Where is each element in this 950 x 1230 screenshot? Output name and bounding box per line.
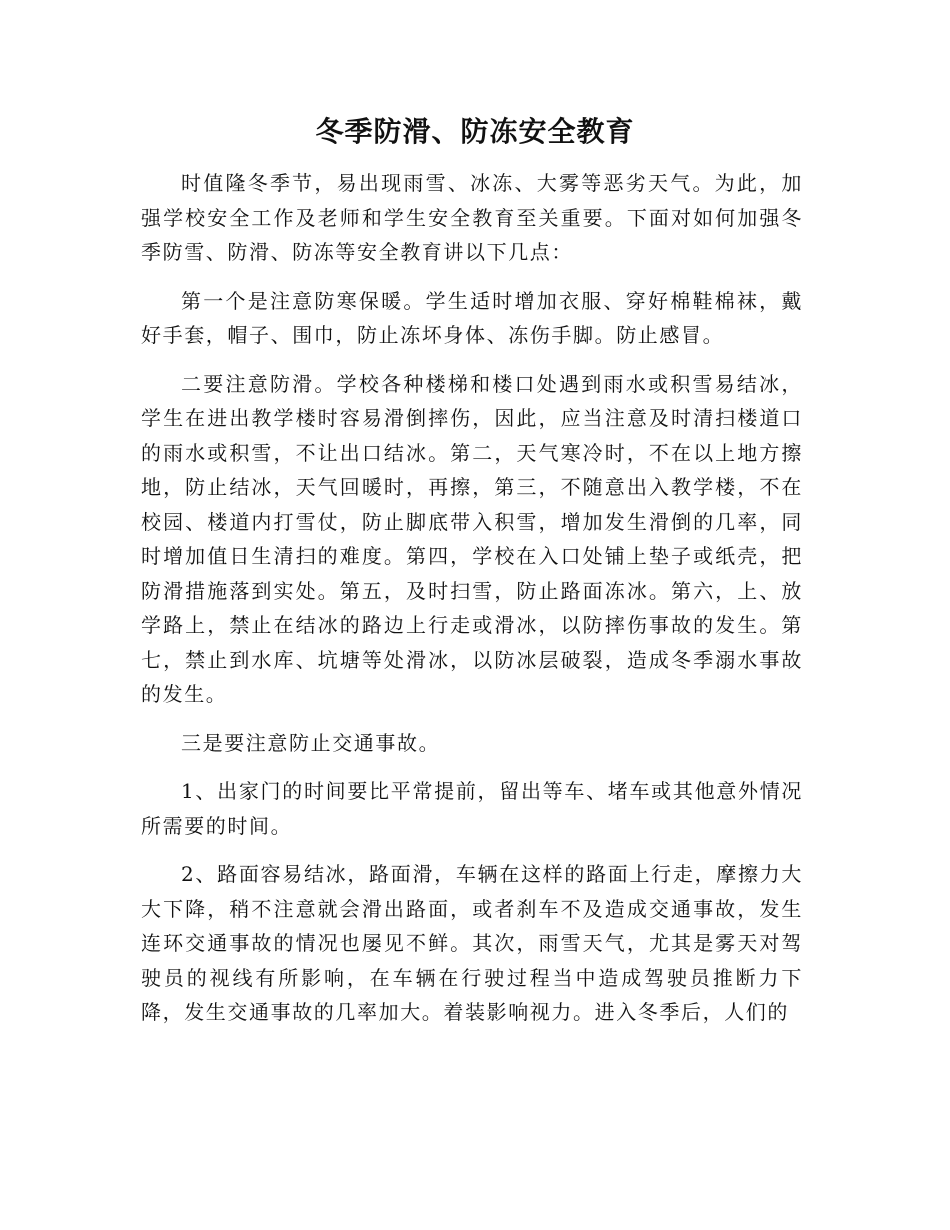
paragraph-intro: 时值隆冬季节，易出现雨雪、冰冻、大雾等恶劣天气。为此，加强学校安全工作及老师和学生安全教育至关重要。下面对如何加强冬季防雪、防滑、防冻等安全教育讲以下几点： (141, 171, 803, 264)
paragraph-anti-slip: 二要注意防滑。学校各种楼梯和楼口处遇到雨水或积雪易结冰，学生在进出教学楼时容易滑倒摔伤，因此，应当注意及时清扫楼道口的雨水或积雪，不让出口结冰。第二，天气寒冷时，不在以上地方擦地，防止结冰，天气回暖时，再擦，第三，不随意出入教学楼，不在校园、楼道内打雪仗，防止脚底带入积雪，增加发生滑倒的几率，同时增加值日生清扫的难度。第四，学校在入口处铺上垫子或纸壳，把防滑措施落到实处。第五，及时扫雪，防止路面冻冰。第六，上、放学路上，禁止在结冰的路边上行走或滑冰，以防摔伤事故的发生。第七，禁止到水库、坑塘等处滑冰，以防冰层破裂，造成冬季溺水事故的发生。 (141, 371, 803, 706)
paragraph-traffic-point-2: 2、路面容易结冰，路面滑，车辆在这样的路面上行走，摩擦力大大下降，稍不注意就会滑出路面，或者刹车不及造成交通事故，发生连环交通事故的情况也屡见不鲜。其次，雨雪天气，尤其是雾天对驾驶员的视线有所影响，在车辆在行驶过程当中造成驾驶员推断力下降，发生交通事故的几率加大。着装影响视力。进入冬季后，人们的 (141, 862, 803, 1024)
paragraph-traffic-point-1: 1、出家门的时间要比平常提前，留出等车、堵车或其他意外情况所需要的时间。 (141, 779, 803, 838)
document-title: 冬季防滑、防冻安全教育 (315, 115, 635, 148)
paragraph-traffic-heading: 三是要注意防止交通事故。 (181, 730, 441, 755)
paragraph-keep-warm: 第一个是注意防寒保暖。学生适时增加衣服、穿好棉鞋棉袜，戴好手套，帽子、围巾，防止冻坏身体、冻伤手脚。防止感冒。 (141, 288, 803, 347)
document-body (141, 166, 803, 1044)
